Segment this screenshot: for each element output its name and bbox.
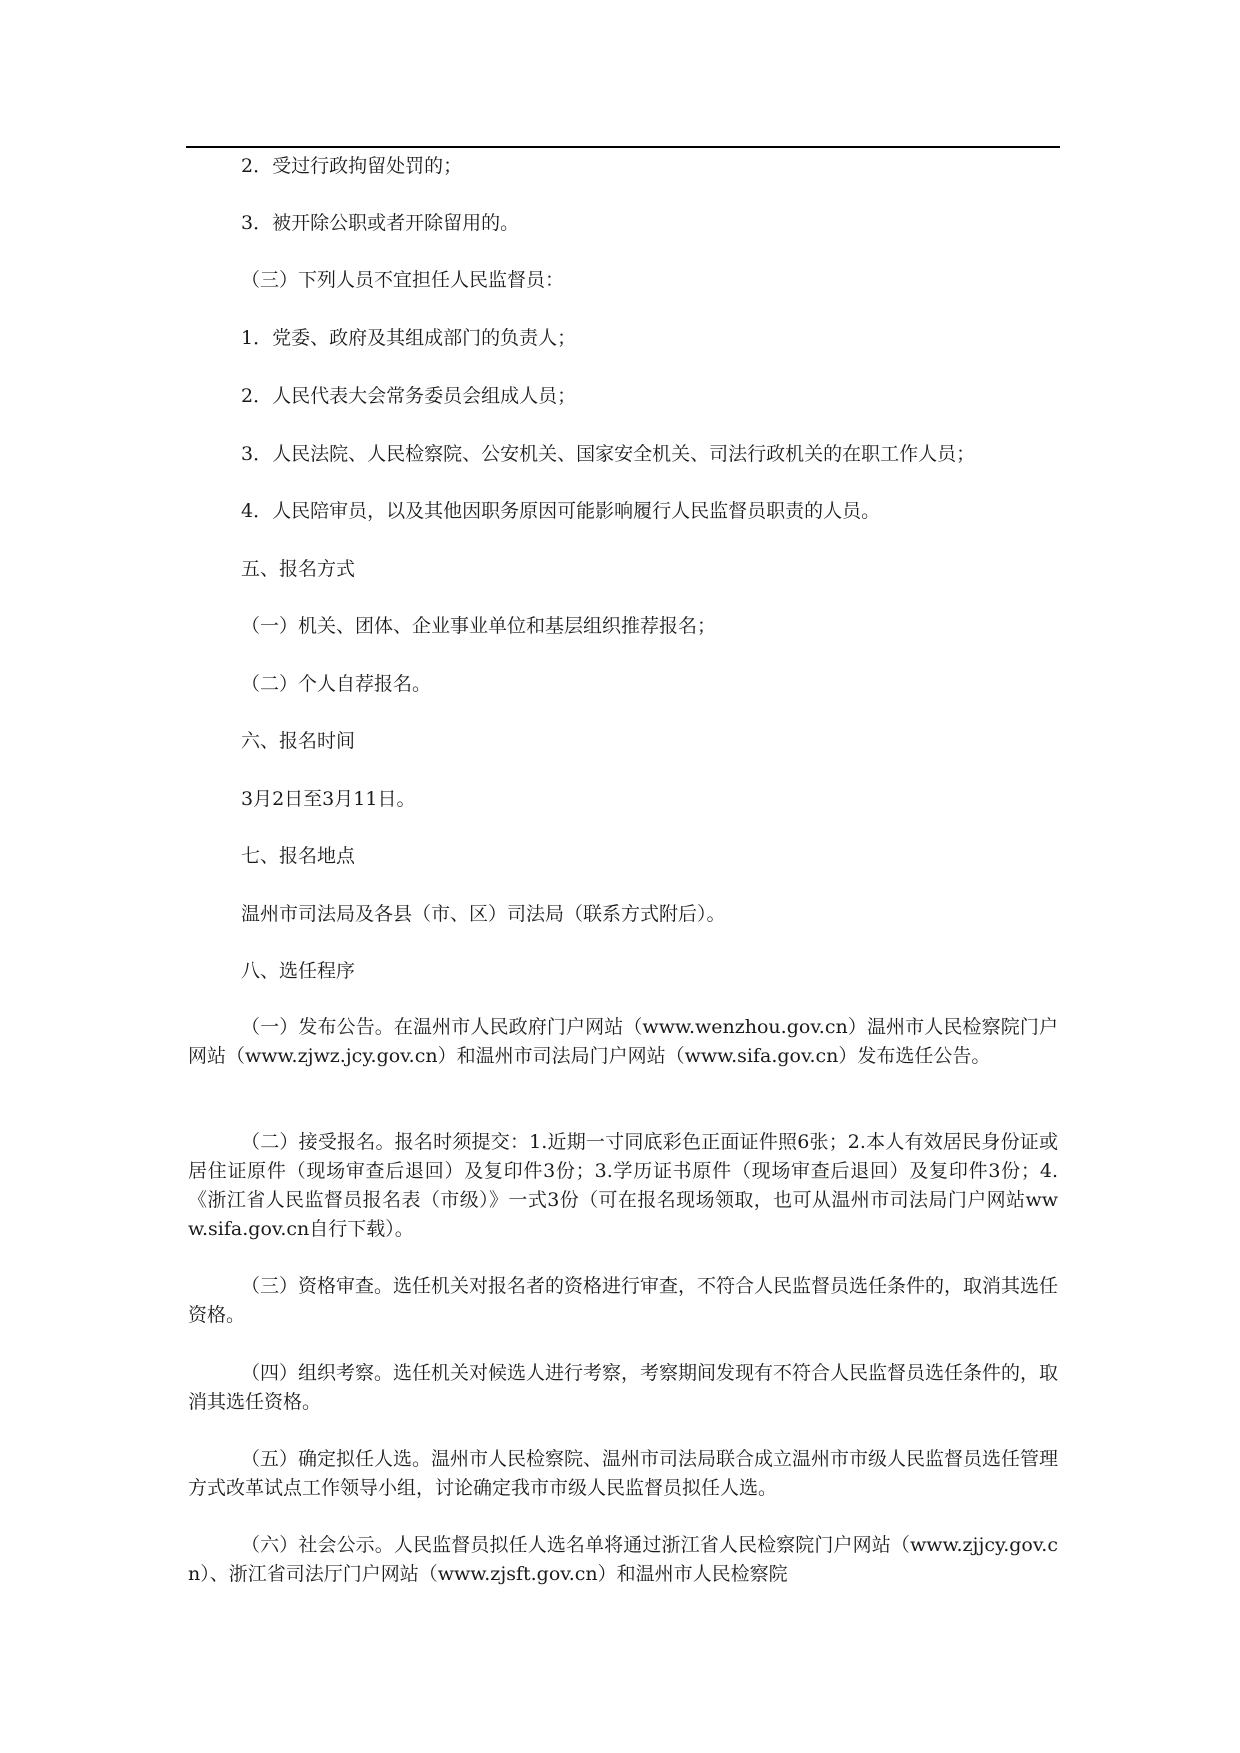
paragraph: （五）确定拟任人选。温州市人民检察院、温州市司法局联合成立温州市市级人民监督员选任管理方式改革试点工作领导小组，讨论确定我市市级人民监督员拟任人选。 xyxy=(188,1448,1059,1499)
text-line: （一）机关、团体、企业事业单位和基层组织推荐报名； xyxy=(241,615,717,637)
text-line: 3月2日至3月11日。 xyxy=(241,788,416,810)
paragraph: （六）社会公示。人民监督员拟任人选名单将通过浙江省人民检察院门户网站（www.zjjcy.gov.cn）、浙江省司法厅门户网站（www.zjsft.gov.cn）和温州市人民检察院 xyxy=(188,1534,1058,1585)
paragraph: （二）接受报名。报名时须提交：1.近期一寸同底彩色正面证件照6张；2.本人有效居民身份证或居住证原件（现场审查后退回）及复印件3份；3.学历证书原件（现场审查后退回）及复印件3份；4.《浙江省人民监督员报名表（市级）》一式3份（可在报名现场领取，也可从温州市司法局门户网站www.sifa.gov.cn自行下载）。 xyxy=(188,1131,1058,1240)
text-line: 温州市司法局及各县（市、区）司法局（联系方式附后）。 xyxy=(241,903,726,925)
text-line: 1．党委、政府及其组成部门的负责人； xyxy=(241,327,577,349)
paragraph: （三）资格审查。选任机关对报名者的资格进行审查，不符合人民监督员选任条件的，取消其选任资格。 xyxy=(188,1275,1059,1326)
section-heading: 七、报名地点 xyxy=(241,845,356,867)
section-heading: 五、报名方式 xyxy=(241,558,356,580)
text-line: 4．人民陪审员，以及其他因职务原因可能影响履行人民监督员职责的人员。 xyxy=(241,500,881,522)
paragraph: （一）发布公告。在温州市人民政府门户网站（www.wenzhou.gov.cn）温州市人民检察院门户网站（www.zjwz.jcy.gov.cn）和温州市司法局门户网站（www.sifa.gov.cn）发布选任公告。 xyxy=(188,1016,1058,1067)
text-line: 2．受过行政拘留处罚的； xyxy=(241,155,463,177)
text-line: 3．人民法院、人民检察院、公安机关、国家安全机关、司法行政机关的在职工作人员； xyxy=(241,443,976,465)
text-line: 3．被开除公职或者开除留用的。 xyxy=(241,212,520,234)
header-rule xyxy=(186,146,1060,148)
section-heading: 八、选任程序 xyxy=(241,960,356,982)
section-heading: （三）下列人员不宜担任人民监督员： xyxy=(241,269,565,291)
text-line: （二）个人自荐报名。 xyxy=(241,673,432,695)
section-heading: 六、报名时间 xyxy=(241,730,356,752)
text-line: 2．人民代表大会常务委员会组成人员； xyxy=(241,385,577,407)
paragraph: （四）组织考察。选任机关对候选人进行考察，考察期间发现有不符合人民监督员选任条件的，取消其选任资格。 xyxy=(188,1362,1059,1413)
